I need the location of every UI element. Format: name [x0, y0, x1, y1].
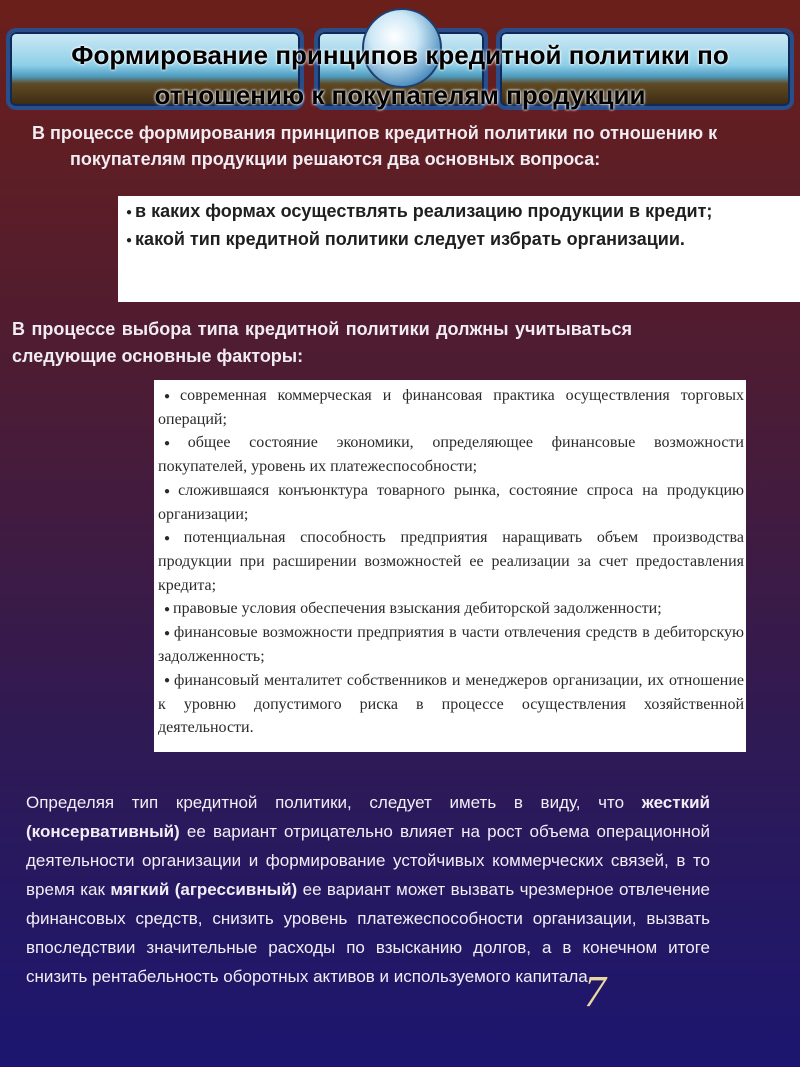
factor-item	[158, 384, 744, 431]
bullet-icon: ●	[164, 627, 171, 639]
factor-text: правовые условия обеспечения взыскания дебиторской задолженности;	[173, 600, 662, 618]
factor-item	[158, 669, 744, 740]
bullet-icon: ●	[164, 485, 176, 497]
questions-box	[118, 196, 800, 302]
question-item	[120, 226, 796, 254]
factor-text: сложившаяся конъюнктура товарного рынка, состояние спроса на продукцию организации;	[158, 481, 745, 523]
conclusion-text	[26, 788, 710, 991]
factor-item	[158, 431, 744, 478]
factors-intro: В процессе выбора типа кредитной политики должны учитываться следующие основные факторы:	[12, 319, 632, 366]
factor-text: общее состояние экономики, определяющее финансовые возможности покупателей, уровень их платежеспособности;	[158, 434, 744, 476]
page-title-line2: отношению к покупателям продукции	[154, 80, 646, 110]
bullet-icon: ●	[126, 234, 133, 246]
conclusion-soft-term: мягкий (агрессивный)	[110, 880, 298, 899]
factor-text: современная коммерческая и финансовая практика осуществления торговых операций;	[158, 387, 744, 429]
bullet-icon: ●	[126, 206, 133, 218]
conclusion-part3: ее вариант может вызвать чрезмерное отвлечение финансовых средств, снизить уровень платежеспособности организации, вызвать впоследствии значительные расходы по взысканию долгов, а в конечном итоге снизить рентабельность оборотных активов и используемого капитала.	[26, 880, 711, 986]
intro-text: В процессе формирования принципов кредитной политики по отношению к покупателям продукции решаются два основных вопроса:	[32, 123, 718, 169]
question-item	[120, 198, 796, 226]
question-text: в каких формах осуществлять реализацию продукции в кредит;	[135, 201, 713, 221]
page-title-line1: Формирование принципов кредитной политики по	[71, 40, 729, 70]
factor-item	[158, 621, 744, 668]
bullet-icon: ●	[164, 390, 177, 402]
bullet-icon: ●	[164, 603, 171, 615]
factor-item	[158, 597, 744, 621]
conclusion-hard-term: жесткий (консервативный)	[26, 793, 710, 841]
factors-box	[154, 380, 746, 752]
page-number: 7	[584, 967, 606, 1016]
bullet-icon: ●	[164, 675, 171, 687]
conclusion-part1: Определяя тип кредитной политики, следует иметь в виду, что	[26, 793, 642, 812]
conclusion-part2: ее вариант отрицательно влияет на рост объема операционной деятельности организации и формирование устойчивых коммерческих связей, в то время как	[26, 822, 710, 899]
bullet-icon: ●	[164, 438, 185, 450]
question-text: какой тип кредитной политики следует избрать организации.	[135, 228, 685, 249]
factor-text: финансовый менталитет собственников и менеджеров организации, их отношение к уровню допустимого риска в процессе осуществления хозяйственной деятельности.	[158, 671, 744, 737]
factor-item	[158, 526, 744, 597]
factor-text: потенциальная способность предприятия наращивать объем производства продукции при расширении возможностей ее реализации за счет предоставления кредита;	[158, 529, 744, 594]
bullet-icon: ●	[164, 532, 181, 544]
factor-item	[158, 479, 744, 526]
factor-text: финансовые возможности предприятия в части отвлечения средств в дебиторскую задолженность;	[158, 624, 744, 666]
